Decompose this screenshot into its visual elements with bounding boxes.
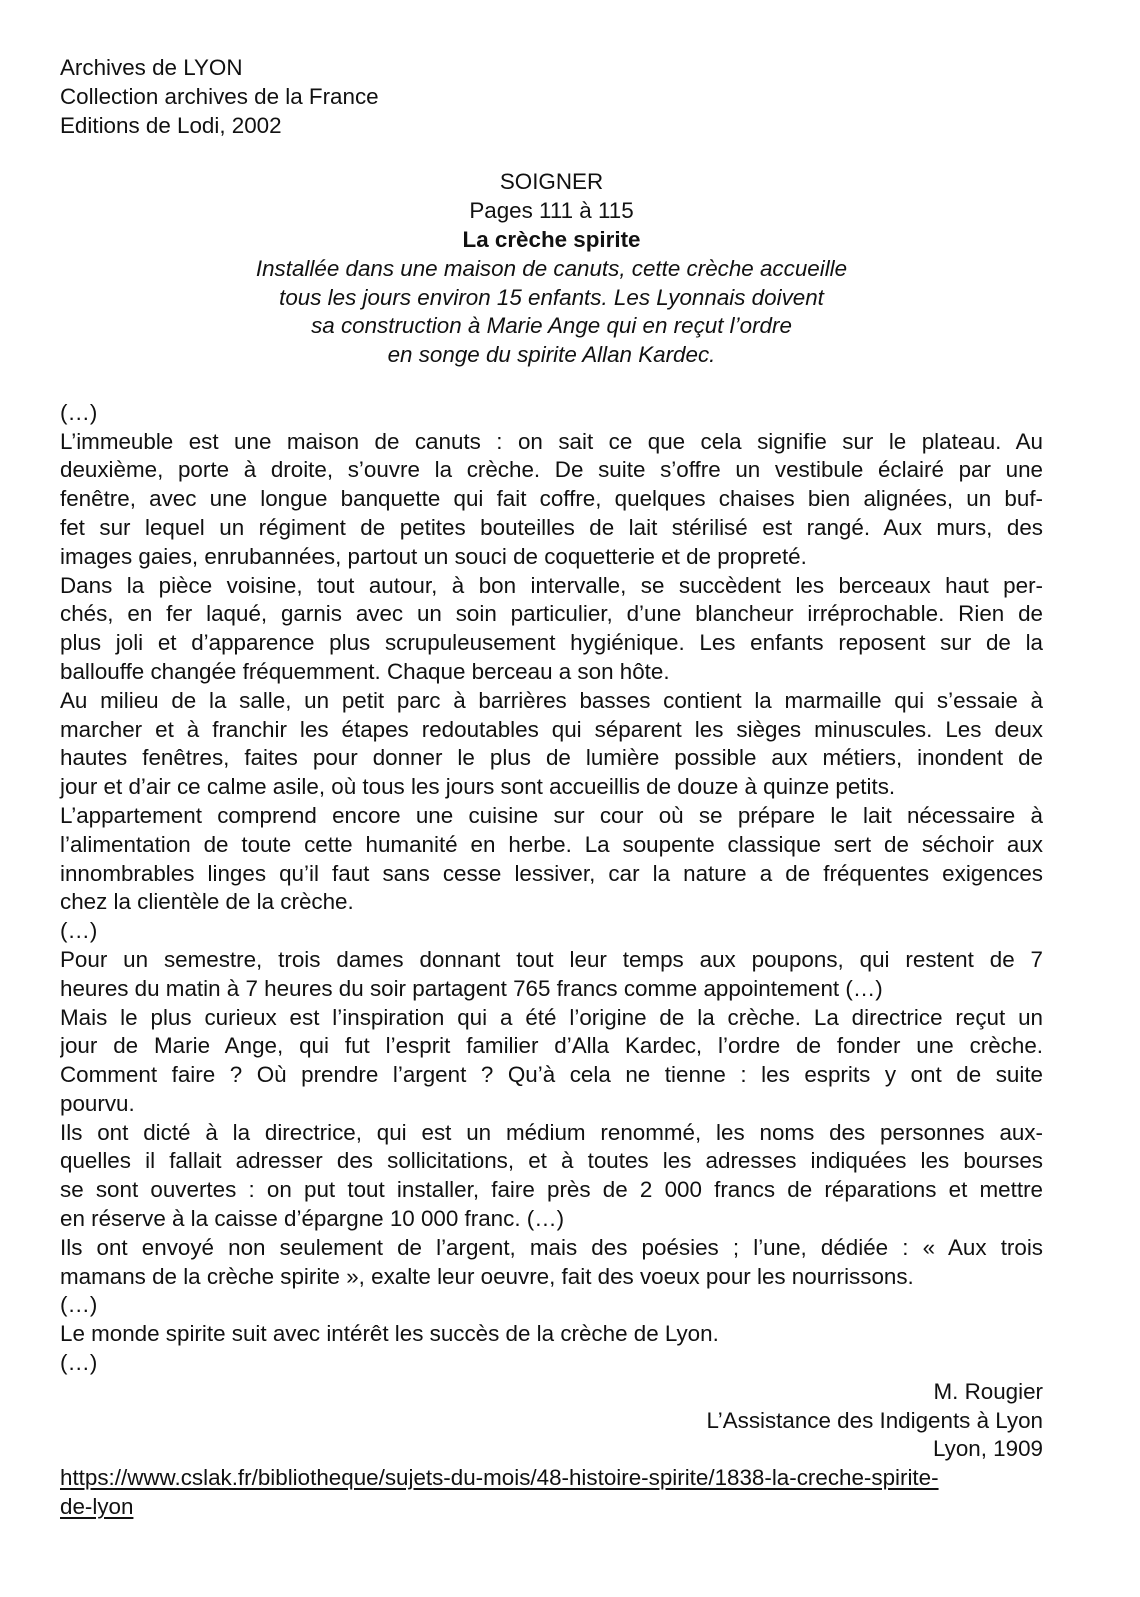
body-line: plus joli et d’apparence plus scrupuleusement hygiénique. Les enfants reposent sur de la: [60, 630, 1043, 656]
archive-name: Archives de LYON: [60, 55, 243, 80]
body-line: Ils ont envoyé non seulement de l’argent, mais des poésies ; l’une, dédiée : « Aux trois: [60, 1234, 1043, 1260]
body-line: innombrables linges qu’il faut sans cesse lessiver, car la nature a de fréquentes exigences: [60, 860, 1043, 886]
place-year: Lyon, 1909: [933, 1436, 1043, 1462]
article-title: La crèche spirite: [462, 226, 641, 252]
body-line: en réserve à la caisse d’épargne 10 000 franc. (…): [60, 1206, 565, 1232]
body-line: (…): [60, 1292, 98, 1318]
body-line: se sont ouvertes : on put tout installer, faire près de 2 000 francs de réparations et mettre: [60, 1177, 1043, 1203]
source-work: L’Assistance des Indigents à Lyon: [706, 1407, 1043, 1433]
body-line: fet sur lequel un régiment de petites bouteilles de lait stérilisé est rangé. Aux murs, des: [60, 514, 1043, 540]
body-line: ballouffe changée fréquemment. Chaque berceau a son hôte.: [60, 658, 670, 684]
body-line: chez la clientèle de la crèche.: [60, 889, 354, 915]
body-line: (…): [60, 918, 98, 944]
body-line: quelles il fallait adresser des sollicitations, et à toutes les adresses indiquées les bourses: [60, 1148, 1043, 1174]
body-line: L’immeuble est une maison de canuts : on sait ce que cela signifie sur le plateau. Au: [60, 428, 1043, 454]
summary-line: tous les jours environ 15 enfants. Les Lyonnais doivent: [279, 284, 824, 310]
body-line: hautes fenêtres, faites pour donner le plus de lumière possible aux métiers, inondent de: [60, 745, 1043, 771]
body-line: (…): [60, 399, 98, 425]
body-line: Dans la pièce voisine, tout autour, à bon intervalle, se succèdent les berceaux haut per-: [60, 572, 1043, 598]
body-line: Mais le plus curieux est l’inspiration qui a été l’origine de la crèche. La directrice reçut un: [60, 1004, 1043, 1030]
source-url-line-1[interactable]: https://www.cslak.fr/bibliotheque/sujets-du-mois/48-histoire-spirite/1838-la-creche-spirite-: [60, 1465, 939, 1491]
document-page: [60, 54, 1043, 1522]
author-name: M. Rougier: [933, 1378, 1043, 1404]
body-line: Pour un semestre, trois dames donnant tout leur temps aux poupons, qui restent de 7: [60, 946, 1043, 972]
body-line: pourvu.: [60, 1090, 135, 1116]
body-line: mamans de la crèche spirite », exalte leur oeuvre, fait des voeux pour les nourrissons.: [60, 1263, 914, 1289]
body-line: heures du matin à 7 heures du soir partagent 765 francs comme appointement (…): [60, 975, 883, 1001]
section-title: SOIGNER: [499, 169, 604, 195]
body-line: images gaies, enrubannées, partout un souci de coquetterie et de propreté.: [60, 543, 807, 569]
body-line: Le monde spirite suit avec intérêt les succès de la crèche de Lyon.: [60, 1321, 719, 1347]
source-url-line-2[interactable]: de-lyon: [60, 1494, 134, 1520]
signature-block: [60, 1378, 1043, 1464]
publisher: Editions de Lodi, 2002: [60, 112, 282, 138]
source-link[interactable]: [60, 1464, 1043, 1522]
article-body: [60, 399, 1043, 1378]
page-range: Pages 111 à 115: [469, 198, 634, 224]
title-block: [60, 168, 1043, 370]
body-line: Ils ont dicté à la directrice, qui est un médium renommé, les noms des personnes aux-: [60, 1119, 1043, 1145]
summary-line: sa construction à Marie Ange qui en reçut l’ordre: [311, 313, 792, 339]
body-line: fenêtre, avec une longue banquette qui fait coffre, quelques chaises bien alignées, un buf-: [60, 486, 1043, 512]
body-line: deuxième, porte à droite, s’ouvre la crèche. De suite s’offre un vestibule éclairé par une: [60, 457, 1043, 483]
body-line: marcher et à franchir les étapes redoutables qui séparent les sièges minuscules. Les deux: [60, 716, 1043, 742]
body-line: Comment faire ? Où prendre l’argent ? Qu’à cela ne tienne : les esprits y ont de suite: [60, 1062, 1043, 1088]
body-line: L’appartement comprend encore une cuisine sur cour où se prépare le lait nécessaire à: [60, 802, 1043, 828]
body-line: jour et d’air ce calme asile, où tous les jours sont accueillis de douze à quinze petits.: [60, 774, 896, 800]
summary-line: en songe du spirite Allan Kardec.: [387, 342, 716, 368]
summary-line: Installée dans une maison de canuts, cette crèche accueille: [255, 255, 848, 281]
body-line: l’alimentation de toute cette humanité en herbe. La soupente classique sert de séchoir aux: [60, 831, 1043, 857]
body-line: (…): [60, 1350, 98, 1376]
collection-name: Collection archives de la France: [60, 83, 379, 109]
publication-header: [60, 54, 1043, 140]
spacer: [60, 370, 1043, 399]
body-line: Au milieu de la salle, un petit parc à barrières basses contient la marmaille qui s’essaie à: [60, 687, 1043, 713]
body-line: chés, en fer laqué, garnis avec un soin particulier, d’une blancheur irréprochable. Rien de: [60, 601, 1043, 627]
body-line: jour de Marie Ange, qui fut l’esprit familier d’Alla Kardec, l’ordre de fonder une crèche.: [60, 1033, 1043, 1059]
